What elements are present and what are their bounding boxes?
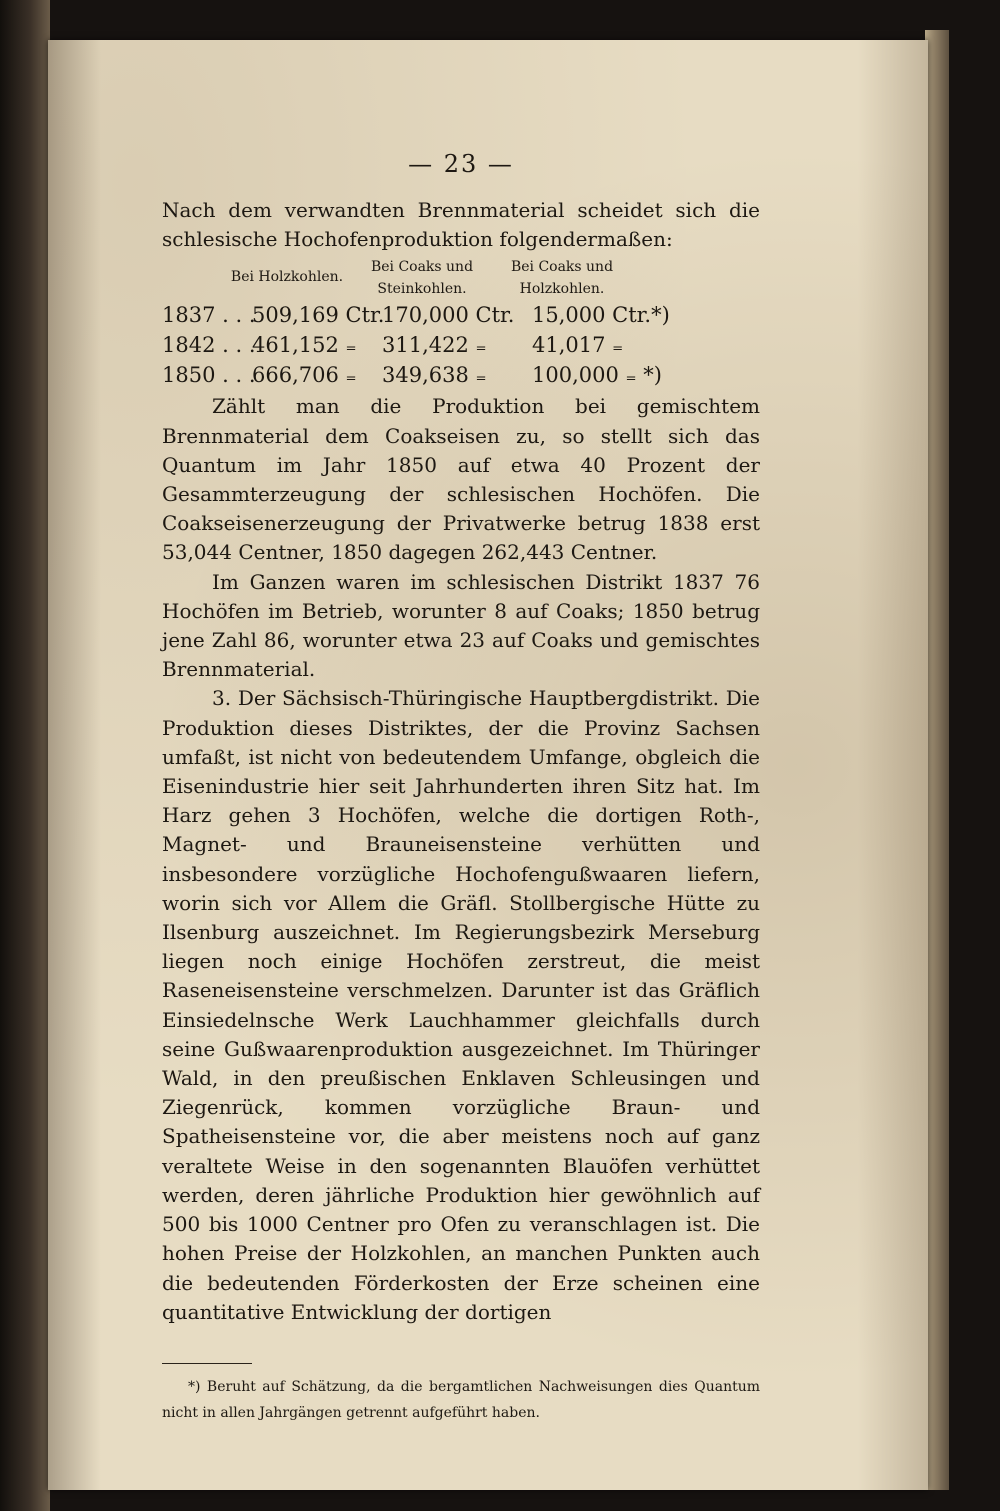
body-paragraph: Zählt man die Produktion bei gemischtem Brennmaterial dem Coakseisen zu, so stellt sich das Quantum im Jahr 1850 auf etwa 40 Prozent der Gesammterzeugung der schlesischen Hochöfen. Die Coakseisenerzeugung der Privatwerke betrug 1838 erst 53,044 Centner, 1850 dagegen 262,443 Centner. (162, 394, 760, 565)
table-row (162, 330, 760, 360)
row-coaks-holzkohlen: 15,000 Ctr.*) (532, 303, 670, 328)
row-holzkohlen: 509,169 Ctr. (252, 303, 385, 328)
facing-page-edge (0, 0, 50, 1511)
row-holzkohlen: 666,706 ₌ (252, 363, 357, 388)
header-coaks-holzkohlen: Bei Coaks und Holzkohlen. (510, 259, 614, 298)
row-coaks-steinkohlen: 349,638 ₌ (382, 363, 487, 388)
body-paragraph: 3. Der Sächsisch-Thüringische Hauptbergdistrikt. Die Produktion dieses Distriktes, der die Provinz Sachsen umfaßt, ist nicht von bedeutendem Umfange, obgleich die Eisenindustrie hier seit Jahrhunderten ihren Sitz hat. Im Harz gehen 3 Hochöfen, welche die dortigen Roth-, Magnet- und Brauneisensteine verhütten und insbesondere vorzügliche Hochofengußwaaren liefern, worin sich vor Allem die Gräfl. Stollbergische Hütte zu Ilsenburg auszeichnet. Im Regierungsbezirk Merseburg liegen noch einige Hochöfen zerstreut, die meist Raseneisensteine verschmelzen. Darunter ist das Gräflich Einsiedelnsche Werk Lauchhammer gleichfalls durch seine Gußwaarenproduktion ausgezeichnet. Im Thüringer Wald, in den preußischen Enklaven Schleusingen und Ziegenrück, kommen vorzügliche Braun- und Spatheisensteine vor, die aber meistens noch auf ganz veraltete Weise in den sogenannten Blauöfen verhüttet werden, deren jährliche Produktion hier gewöhnlich auf 500 bis 1000 Centner pro Ofen zu veranschlagen ist. Die hohen Preise der Holzkohlen, an manchen Punkten auch die bedeutenden Förderkosten der Erze scheinen eine quantitative Entwicklung der dortigen (162, 686, 760, 1324)
page-number: — 23 — (408, 150, 514, 178)
header-holzkohlen: Bei Holzkohlen. (230, 269, 344, 286)
body-paragraph: Im Ganzen waren im schlesischen Distrikt 1837 76 Hochöfen im Betrieb, worunter 8 auf Coaks; 1850 betrug jene Zahl 86, worunter etwa 23 auf Coaks und gemischtes Brennmaterial. (162, 569, 760, 682)
intro-paragraph: Nach dem verwandten Brennmaterial scheidet sich die schlesische Hochofenproduktion folgendermaßen: (162, 198, 760, 252)
page-stack-edge (925, 30, 949, 1490)
row-coaks-holzkohlen: 41,017 ₌ (532, 333, 624, 358)
table-row (162, 360, 760, 390)
footnote-rule (162, 1363, 252, 1364)
row-holzkohlen: 461,152 ₌ (252, 333, 357, 358)
row-year: 1850 . . . (162, 363, 256, 388)
row-coaks-steinkohlen: 170,000 Ctr. (382, 303, 515, 328)
header-coaks-steinkohlen: Bei Coaks und Steinkohlen. (370, 259, 474, 298)
table-row (162, 300, 760, 330)
page-content (162, 150, 760, 1426)
row-coaks-holzkohlen: 100,000 ₌ *) (532, 363, 662, 388)
row-year: 1837 . . . (162, 303, 256, 328)
table-header (162, 256, 760, 300)
row-coaks-steinkohlen: 311,422 ₌ (382, 333, 487, 358)
footnote: *) Beruht auf Schätzung, da die bergamtlichen Nachweisungen dies Quantum nicht in allen Jahrgängen getrennt aufgeführt haben. (162, 1378, 760, 1421)
row-year: 1842 . . . (162, 333, 256, 358)
production-table (162, 256, 760, 390)
